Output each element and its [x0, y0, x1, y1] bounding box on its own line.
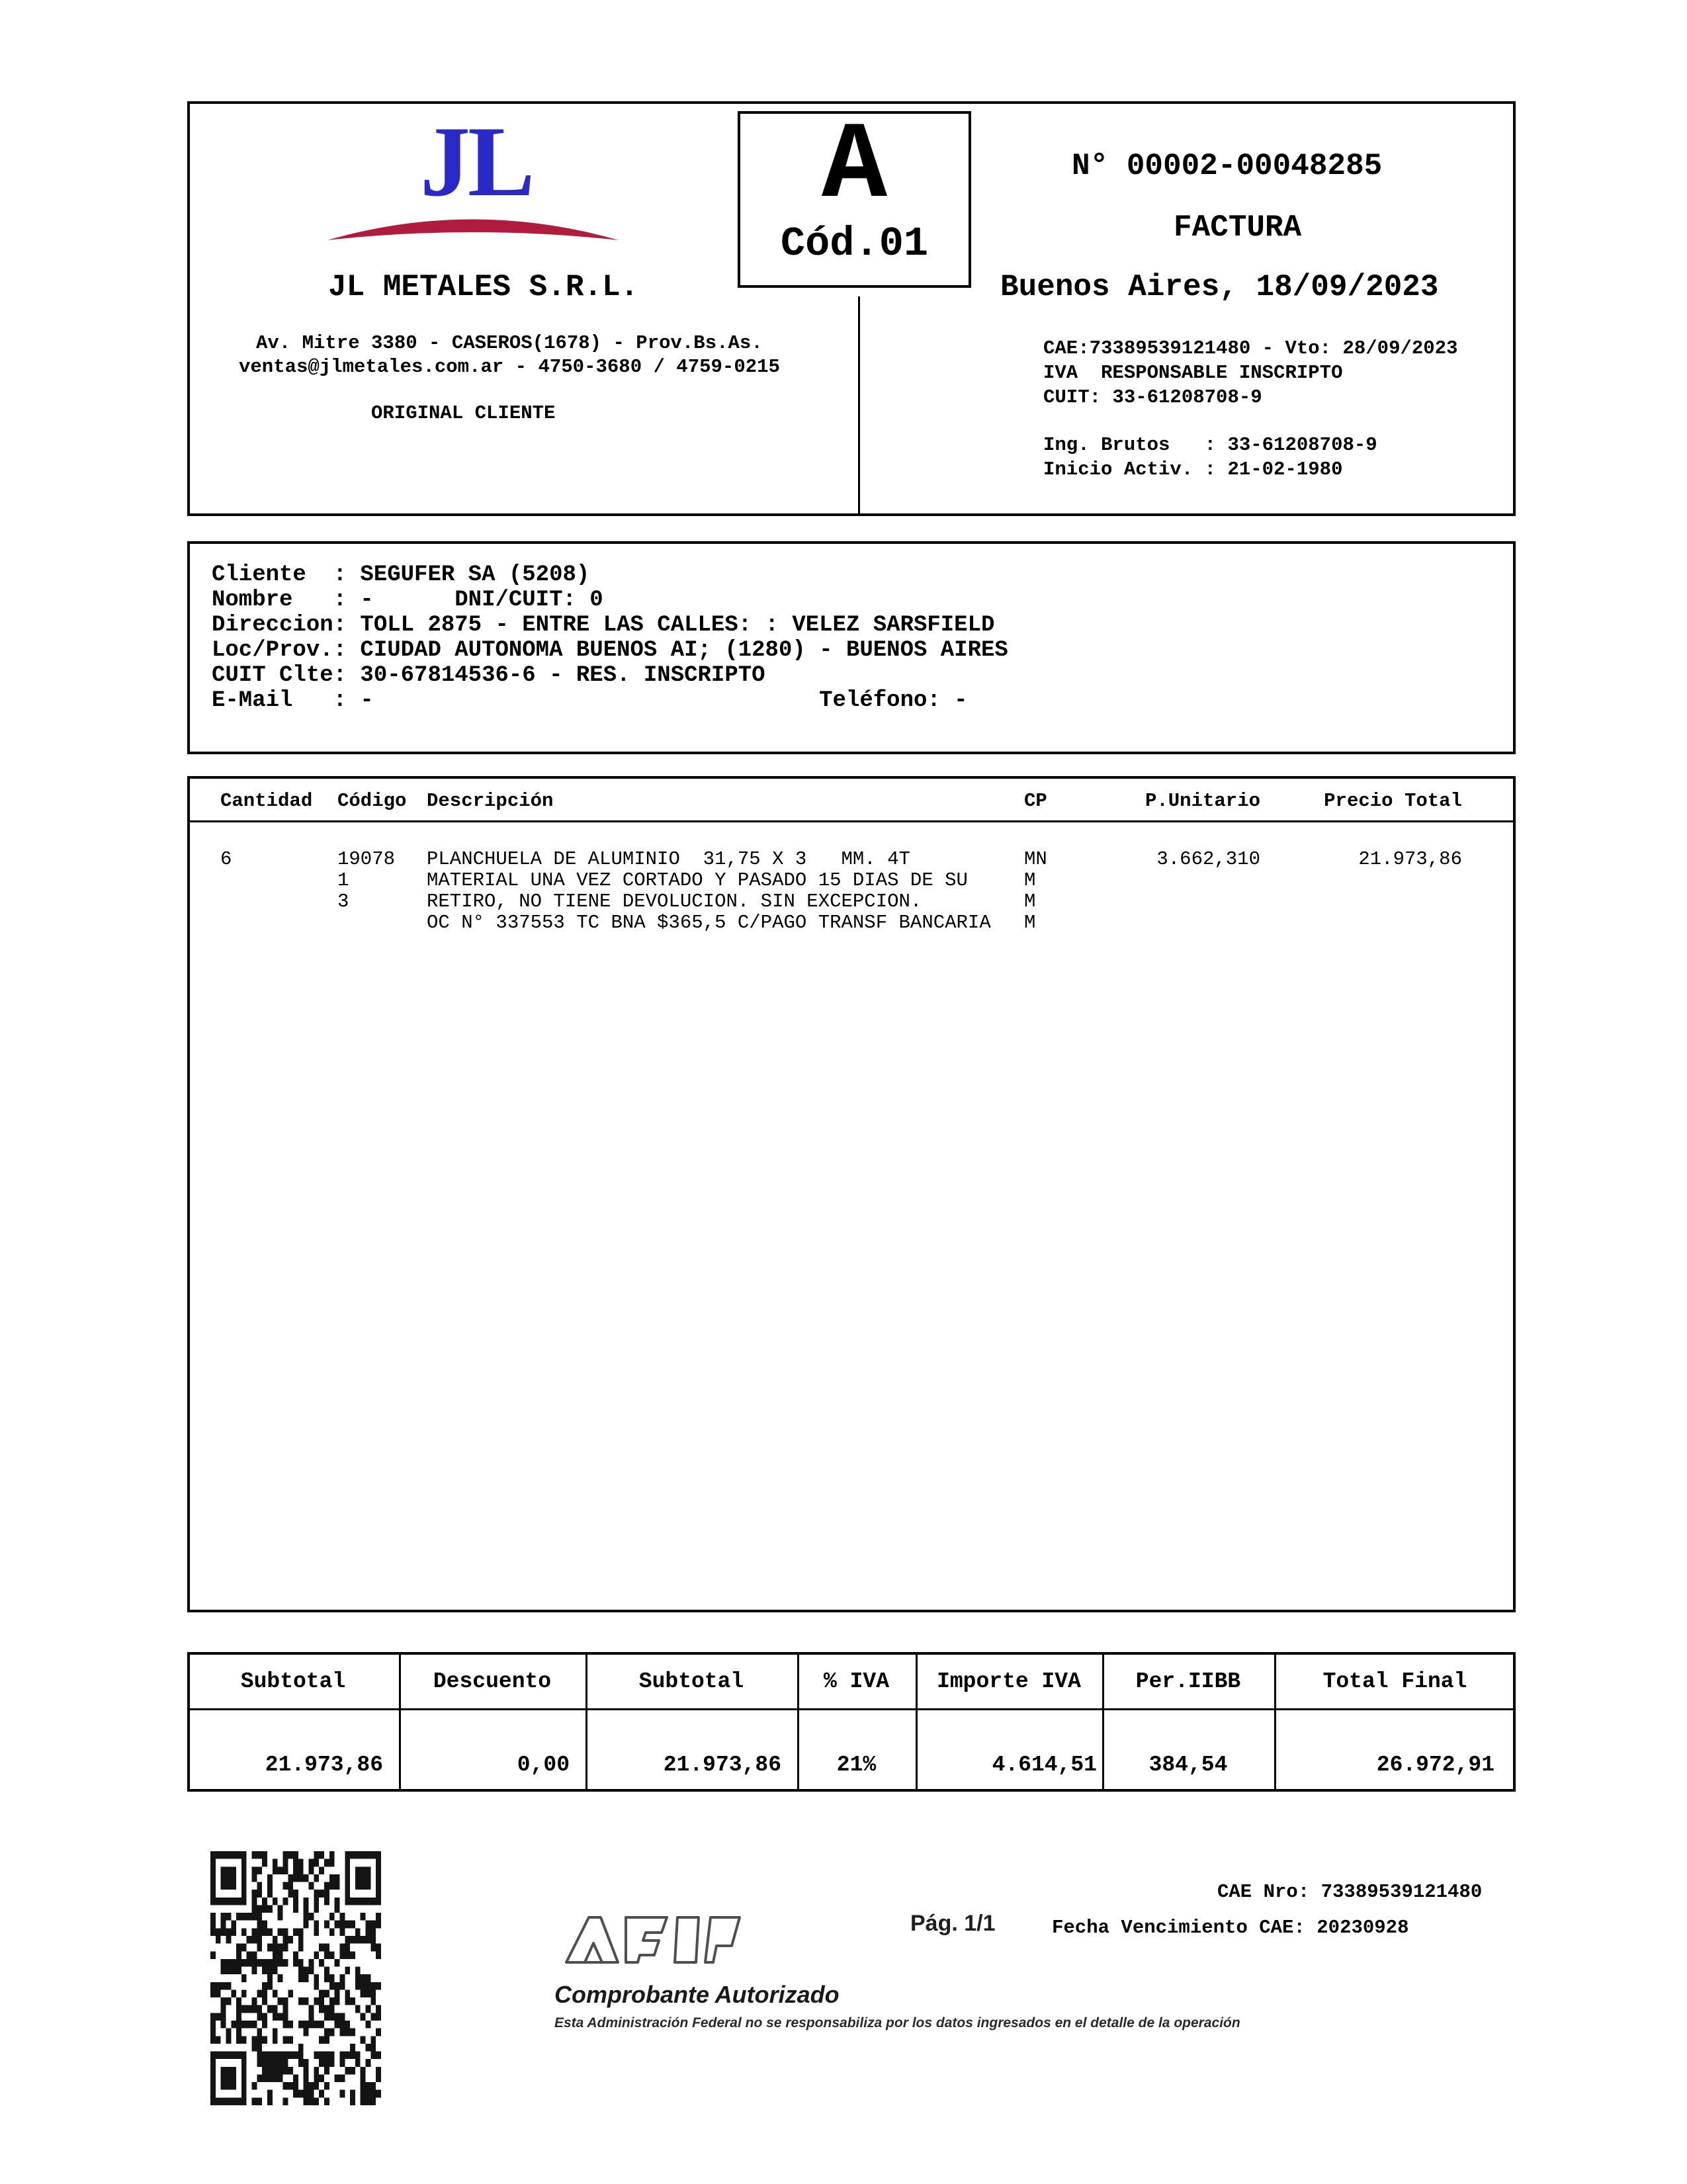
authorized-label: Comprobante Autorizado	[554, 1981, 840, 2008]
page-indicator: Pág. 1/1	[910, 1911, 996, 1936]
client-line-locprov: Loc/Prov.: CIUDAD AUTONOMA BUENOS AI; (1280) - BUENOS AIRES	[212, 638, 1008, 663]
item-cp: M	[1024, 912, 1036, 934]
totals-value-importe-iva: 4.614,51	[992, 1753, 1097, 1777]
items-header-codigo: Código	[337, 790, 407, 812]
items-header-underline	[187, 820, 1516, 822]
item-code: 3	[337, 891, 349, 912]
totals-header-importe-iva: Importe IVA	[937, 1669, 1081, 1694]
totals-header-iva-pct: % IVA	[823, 1669, 890, 1694]
company-address-line2: ventas@jlmetales.com.ar - 4750-3680 / 4759-0215	[239, 356, 780, 378]
item-desc-line: MATERIAL UNA VEZ CORTADO Y PASADO 15 DIAS DE SU	[427, 869, 968, 891]
totals-value-per-iibb: 384,54	[1148, 1753, 1228, 1777]
iva-condition: IVA RESPONSABLE INSCRIPTO	[1043, 362, 1343, 384]
company-cuit: CUIT: 33-61208708-9	[1043, 386, 1262, 408]
totals-value-iva-pct: 21%	[836, 1753, 877, 1777]
qr-code-icon	[210, 1851, 381, 2105]
item-desc-line: PLANCHUELA DE ALUMINIO 31,75 X 3 MM. 4T	[427, 848, 910, 870]
totals-header-subtotal2: Subtotal	[638, 1669, 744, 1694]
totals-header-per-iibb: Per.IIBB	[1135, 1669, 1241, 1694]
logo-red-arc-icon	[327, 213, 619, 242]
totals-value-subtotal2: 21.973,86	[663, 1753, 781, 1777]
place-date: Buenos Aires, 18/09/2023	[1000, 270, 1439, 304]
company-address-line1: Av. Mitre 3380 - CASEROS(1678) - Prov.Bs.As.	[256, 332, 763, 354]
cae-footer-number: CAE Nro: 73389539121480	[1217, 1881, 1483, 1903]
item-unit-price: 3.662,310	[1156, 848, 1260, 870]
invoice-number: N° 00002-00048285	[1072, 149, 1383, 183]
totals-value-descuento: 0,00	[517, 1753, 570, 1777]
client-line-direccion: Direccion: TOLL 2875 - ENTRE LAS CALLES: : VELEZ SARSFIELD	[212, 613, 995, 638]
company-name: JL METALES S.R.L.	[328, 270, 639, 304]
totals-header-subtotal: Subtotal	[240, 1669, 346, 1694]
client-line-nombre: Nombre : - DNI/CUIT: 0	[212, 588, 603, 613]
doc-type-title: FACTURA	[1174, 210, 1302, 245]
afip-logo-icon	[561, 1914, 743, 1965]
totals-header-descuento: Descuento	[433, 1669, 552, 1694]
client-line-email-telefono: E-Mail : - Teléfono: -	[212, 688, 968, 713]
item-cp: M	[1024, 869, 1036, 891]
items-header-descripcion: Descripción	[427, 790, 554, 812]
inicio-activ-line: Inicio Activ. : 21-02-1980	[1043, 459, 1343, 480]
item-total-price: 21.973,86	[1358, 848, 1462, 870]
items-header-punitario: P.Unitario	[1145, 790, 1260, 812]
item-desc-line: RETIRO, NO TIENE DEVOLUCION. SIN EXCEPCION.	[427, 891, 922, 912]
item-cp: M	[1024, 891, 1036, 912]
item-qty: 6	[220, 848, 232, 870]
company-logo-jl: JL	[420, 106, 533, 217]
client-line-cliente: Cliente : SEGUFER SA (5208)	[212, 562, 590, 588]
totals-value-subtotal: 21.973,86	[265, 1753, 383, 1777]
ing-brutos-line: Ing. Brutos : 33-61208708-9	[1043, 434, 1377, 456]
item-code: 1	[337, 869, 349, 891]
header-divider	[858, 296, 860, 515]
items-header-cantidad: Cantidad	[220, 790, 313, 812]
invoice-letter-code: Cód.01	[780, 220, 929, 267]
client-line-cuit: CUIT Clte: 30-67814536-6 - RES. INSCRIPTO	[212, 663, 765, 688]
totals-value-total-final: 26.972,91	[1376, 1753, 1494, 1777]
item-cp: MN	[1024, 848, 1047, 870]
cae-line: CAE:73389539121480 - Vto: 28/09/2023	[1043, 337, 1458, 359]
item-code: 19078	[337, 848, 396, 870]
copy-label: ORIGINAL CLIENTE	[371, 402, 556, 424]
totals-header-total-final: Total Final	[1322, 1669, 1467, 1694]
item-desc-line: OC N° 337553 TC BNA $365,5 C/PAGO TRANSF BANCARIA	[427, 912, 991, 934]
items-header-precio-total: Precio Total	[1324, 790, 1462, 812]
totals-header-underline	[187, 1708, 1516, 1710]
items-header-cp: CP	[1024, 790, 1047, 812]
invoice-letter: A	[821, 105, 888, 229]
disclaimer-text: Esta Administración Federal no se responsabiliza por los datos ingresados en el detalle de la operación	[554, 2015, 1240, 2031]
cae-footer-due: Fecha Vencimiento CAE: 20230928	[1052, 1917, 1409, 1939]
